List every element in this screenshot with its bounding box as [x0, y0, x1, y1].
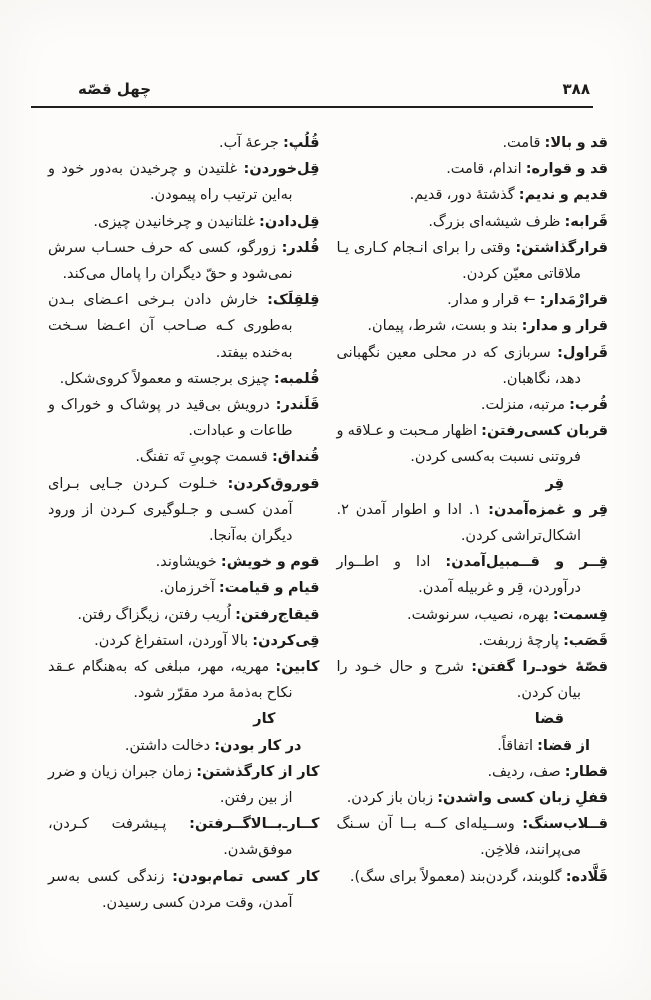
entry-headword: کار کسی تمام‌بودن:: [172, 868, 320, 885]
entry-definition: ۱. ادا و اطوار آمدن ۲. اشکال‌تراشی کردن.: [336, 501, 581, 545]
dictionary-entry: [337, 549, 609, 601]
entry-definition: اُریب رفتن، زیگزاگ رفتن.: [77, 606, 236, 623]
entry-definition: سربازی که در محلی معین نگهبانی دهد، نگاهبان.: [336, 344, 581, 387]
section-headword: [337, 471, 609, 497]
entry-definition: زمان جبران زیان و ضرر از بین رفتن.: [48, 763, 293, 807]
entry-definition: غلتانیدن و چرخانیدن چیزی.: [93, 213, 260, 230]
entry-headword: از قضا:: [537, 737, 590, 754]
entry-headword: قَلَندر:: [275, 397, 320, 414]
dictionary-entry: [337, 497, 609, 549]
dictionary-entry: [337, 392, 609, 418]
entry-headword: قَراول:: [557, 344, 608, 361]
entry-definition: مهریه، مهر، مبلغی که به‌هنگام عـقد نکاح به‌ذمهٔ مرد مقرّر شود.: [48, 659, 293, 702]
header-rule: [31, 106, 593, 108]
entry-headword: کار از کارگذشتن:: [196, 763, 320, 780]
entry-definition: ← قرار و مدار.: [447, 292, 540, 309]
entry-definition: خـلوت کـردن جـایی بـرای آمدن کسـی و جـلوگیری کـردن از ورود دیگران به‌آنجا.: [48, 475, 293, 545]
entry-headword: قوم و خویش:: [220, 554, 320, 571]
entry-definition: زندگی کسی به‌سر آمدن، وقت مردن کسی رسیدن.: [48, 868, 293, 911]
dictionary-entry: [48, 287, 320, 366]
dictionary-entry: [337, 628, 609, 654]
dictionary-columns: [48, 130, 608, 916]
entry-headword: قرارگذاشتن:: [515, 239, 608, 256]
entry-headword: قد و قواره:: [525, 161, 608, 178]
running-title: چهل قصّه: [78, 80, 152, 98]
entry-definition: چیزی برجسته و معمولاً کروی‌شکل.: [59, 370, 274, 387]
entry-definition: زبان باز کردن.: [346, 790, 438, 807]
entry-headword: قِسمت:: [552, 606, 608, 623]
entry-headword: قِر: [545, 475, 564, 492]
dictionary-entry: [48, 759, 320, 811]
entry-definition: اتفاقاً.: [497, 737, 538, 754]
entry-definition: بند و بست، شرط، پیمان.: [367, 318, 522, 335]
entry-definition: گذشتهٔ دور، قدیم.: [409, 187, 519, 204]
entry-headword: قَصَب:: [563, 632, 608, 649]
column-right: [337, 130, 609, 916]
entry-definition: پارچهٔ زربفت.: [478, 632, 564, 649]
entry-headword: قُلمبه:: [273, 370, 320, 387]
entry-headword: کار: [253, 711, 276, 728]
entry-definition: آخرزمان.: [159, 580, 219, 597]
entry-headword: قِی‌کردن:: [252, 632, 320, 649]
entry-headword: قصّهٔ خودـ‌را گفتن:: [471, 659, 608, 676]
dictionary-entry: [337, 313, 609, 339]
dictionary-entry: [48, 864, 320, 916]
dictionary-entry: [48, 366, 320, 392]
dictionary-entry: [48, 733, 320, 759]
entry-headword: قیام و قیامت:: [218, 580, 320, 597]
entry-headword: قفلِ زبان کسی واشدن:: [437, 790, 608, 807]
dictionary-entry: [337, 733, 609, 759]
dictionary-entry: [337, 156, 609, 182]
entry-definition: خارش دادن بـرخی اعـضای بـدن به‌طوری کـه صـاحب آن اعـضا سـخت به‌خنده بیفتد.: [48, 292, 293, 361]
entry-definition: ظرف شیشه‌ای بزرگ.: [428, 213, 565, 230]
dictionary-entry: [337, 864, 609, 890]
dictionary-entry: [337, 130, 609, 156]
dictionary-entry: [48, 811, 320, 863]
dictionary-entry: [337, 785, 609, 811]
entry-definition: بهره، نصیب، سرنوشت.: [406, 606, 553, 623]
entry-headword: قِل‌دادن:: [259, 213, 320, 230]
entry-headword: قُلُپ:: [282, 135, 320, 151]
entry-headword: کابین:: [275, 659, 320, 676]
entry-definition: زورگو، کسی که حرف حسـاب سرش نمی‌شود و حقّ دیگران را پامال می‌کند.: [48, 239, 293, 283]
entry-headword: قَرابه:: [564, 213, 608, 230]
dictionary-entry: [48, 654, 320, 706]
section-headword: [337, 706, 609, 732]
dictionary-entry: [48, 575, 320, 601]
entry-headword: قربان کسی‌رفتن:: [481, 423, 609, 440]
entry-definition: بالا آوردن، استفراغ کردن.: [94, 632, 253, 649]
dictionary-entry: [337, 418, 609, 470]
entry-headword: قُلدر:: [281, 239, 320, 256]
entry-definition: اندام، قامت.: [446, 161, 526, 178]
entry-definition: دخالت داشتن.: [124, 737, 215, 754]
dictionary-entry: [48, 130, 320, 156]
dictionary-entry: [337, 340, 609, 392]
entry-headword: قِــر و قــمبیل‌آمدن:: [445, 554, 608, 571]
page-number: ۳۸۸: [562, 80, 590, 98]
entry-definition: مرتبه، منزلت.: [480, 397, 570, 414]
dictionary-entry: [48, 156, 320, 208]
entry-definition: صف، ردیف.: [487, 763, 565, 780]
entry-definition: قامت.: [502, 135, 545, 151]
dictionary-entry: [337, 654, 609, 706]
entry-headword: قِلقِلَک:: [267, 292, 320, 309]
entry-headword: کــارـ‌بــالاگــرفتن:: [189, 816, 320, 833]
entry-headword: قد و بالا:: [544, 135, 608, 151]
entry-headword: در کار بودن:: [214, 737, 302, 754]
dictionary-entry: [337, 287, 609, 313]
dictionary-entry: [48, 209, 320, 235]
entry-headword: قِر و غمزه‌آمدن:: [488, 501, 609, 518]
dictionary-entry: [337, 811, 609, 863]
section-headword: [48, 706, 320, 732]
entry-definition: درویش بی‌قید در پوشاک و خوراک و طاعات و عبادات.: [48, 397, 293, 440]
entry-headword: قَلَّاده:: [565, 868, 608, 885]
dictionary-entry: [337, 602, 609, 628]
entry-definition: وقتی را برای انـجام کـاری یـا ملاقاتی معیّن کردن.: [336, 239, 581, 283]
dictionary-entry: [48, 235, 320, 287]
entry-headword: قرار و مدار:: [521, 318, 608, 335]
entry-headword: قِل‌خوردن:: [243, 161, 320, 178]
entry-headword: قدیم و ندیم:: [518, 187, 608, 204]
dictionary-entry: [48, 471, 320, 550]
dictionary-entry: [48, 444, 320, 470]
column-left: [48, 130, 320, 916]
entry-definition: جرعهٔ آب.: [219, 135, 283, 151]
entry-headword: قُرب:: [569, 397, 608, 414]
entry-headword: قُنداق:: [271, 449, 320, 466]
entry-definition: ادا و اطــوار درآوردن، قِر و غربیله آمدن.: [336, 554, 581, 597]
dictionary-entry: [48, 392, 320, 444]
entry-definition: اظهار مـحبت و عـلاقه و فروتنی نسبت به‌کسی کردن.: [336, 423, 581, 466]
entry-headword: قــلاب‌سنگ:: [522, 816, 608, 833]
dictionary-entry: [48, 549, 320, 575]
entry-headword: قوروق‌کردن:: [227, 475, 320, 492]
entry-headword: قرارْمَدار:: [539, 292, 608, 309]
entry-headword: قطار:: [564, 763, 608, 780]
entry-headword: قیقاج‌رفتن:: [235, 606, 320, 623]
dictionary-entry: [337, 209, 609, 235]
entry-definition: غلتیدن و چرخیدن به‌دور خود و به‌این ترتیب راه پیمودن.: [48, 161, 293, 204]
dictionary-entry: [48, 602, 320, 628]
entry-definition: خویشاوند.: [155, 554, 221, 571]
dictionary-entry: [337, 759, 609, 785]
entry-definition: قسمت چوبیِ تَه تفنگ.: [135, 449, 272, 466]
entry-definition: گلوبند، گردن‌بند (معمولاً برای سگ).: [349, 868, 566, 885]
entry-definition: وســیله‌ای کــه بــا آن سـنگ می‌پرانند، فلاخِن.: [336, 816, 581, 859]
dictionary-entry: [337, 182, 609, 208]
entry-definition: شرح و حال خـود را بیان کردن.: [336, 659, 581, 702]
dictionary-entry: [48, 628, 320, 654]
entry-headword: قضا: [534, 711, 564, 728]
page-header: [48, 80, 608, 98]
dictionary-entry: [337, 235, 609, 287]
entry-definition: پـیشرفت کـردن، موفق‌شدن.: [48, 816, 293, 859]
